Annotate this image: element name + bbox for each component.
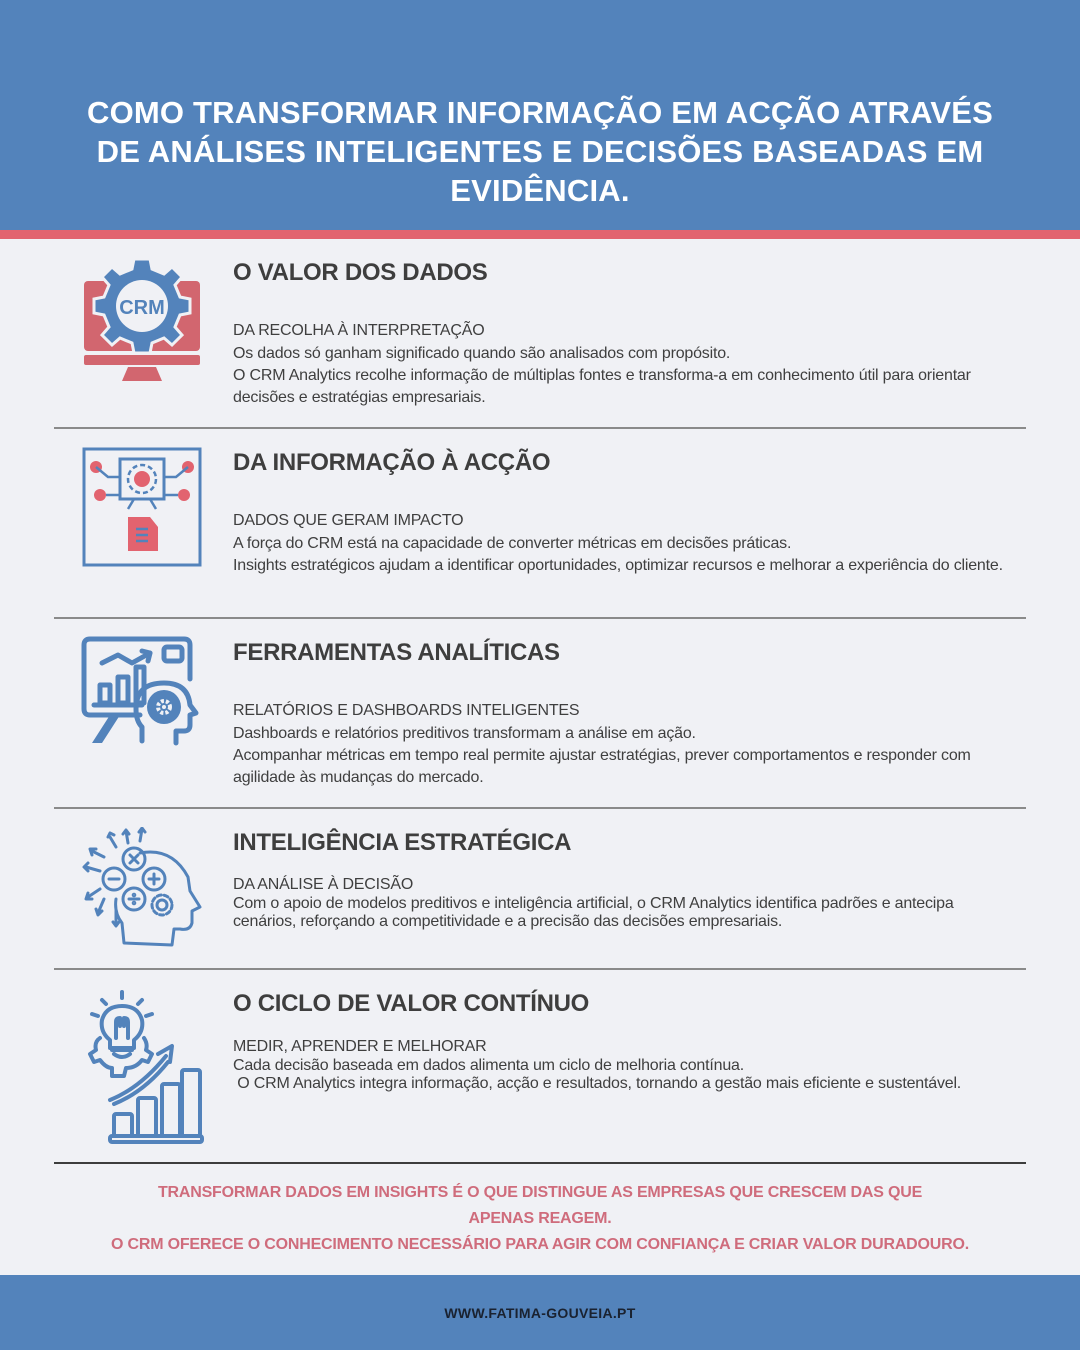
body-line: Insights estratégicos ajudam a identificar oportunidades, optimizar recursos e melhorar a experiência do cliente. <box>233 557 1003 574</box>
body-line: O CRM Analytics integra informação, acção e resultados, tornando a gestão mais eficiente e sustentável. <box>233 1075 962 1092</box>
section-body <box>233 533 1013 577</box>
accent-bar <box>0 230 1080 239</box>
closing-line-2: APENAS REAGEM. <box>468 1210 612 1227</box>
section-valor-dos-dados <box>54 239 1026 429</box>
divider <box>54 1162 1026 1164</box>
lightbulb-growth-chart-icon <box>80 988 204 1148</box>
section-ferramentas-analiticas <box>54 619 1026 809</box>
header-banner <box>0 0 1080 230</box>
section-body <box>233 723 1013 789</box>
section-body <box>233 895 1013 931</box>
section-subtitle: MEDIR, APRENDER E MELHORAR <box>233 1038 487 1055</box>
closing-statement <box>60 1180 1020 1258</box>
section-body <box>233 343 1013 409</box>
section-subtitle: RELATÓRIOS E DASHBOARDS INTELIGENTES <box>233 702 580 719</box>
section-title: O VALOR DOS DADOS <box>233 259 488 286</box>
section-title: DA INFORMAÇÃO À ACÇÃO <box>233 449 551 476</box>
section-body <box>233 1057 1013 1093</box>
section-ciclo-valor-continuo <box>54 970 1026 1165</box>
section-subtitle: DA ANÁLISE À DECISÃO <box>233 876 414 893</box>
crm-gear-monitor-icon <box>80 257 204 381</box>
network-gear-document-icon <box>82 447 202 567</box>
body-line: Cada decisão baseada em dados alimenta um ciclo de melhoria contínua. <box>233 1057 744 1074</box>
body-line: Com o apoio de modelos preditivos e inteligência artificial, o CRM Analytics identifica padrões e antecipa cenários, reforçando a competitividade e a precisão das decisões empresariais. <box>233 895 954 930</box>
section-subtitle: DA RECOLHA À INTERPRETAÇÃO <box>233 322 485 339</box>
analytics-dashboard-head-icon <box>80 635 204 749</box>
body-line: Os dados só ganham significado quando são analisados com propósito. <box>233 345 731 362</box>
section-subtitle: DADOS QUE GERAM IMPACTO <box>233 512 464 529</box>
section-title: O CICLO DE VALOR CONTÍNUO <box>233 990 590 1017</box>
website-link[interactable]: WWW.FATIMA-GOUVEIA.PT <box>444 1304 636 1321</box>
page-title: COMO TRANSFORMAR INFORMAÇÃO EM ACÇÃO ATRAVÉS DE ANÁLISES INTELIGENTES E DECISÕES BASEADAS EM EVIDÊNCIA. <box>86 95 994 208</box>
section-title: FERRAMENTAS ANALÍTICAS <box>233 639 560 666</box>
section-title: INTELIGÊNCIA ESTRATÉGICA <box>233 829 572 856</box>
closing-line-1: TRANSFORMAR DADOS EM INSIGHTS É O QUE DISTINGUE AS EMPRESAS QUE CRESCEM DAS QUE <box>157 1184 923 1201</box>
body-line: A força do CRM está na capacidade de converter métricas em decisões práticas. <box>233 535 792 552</box>
footer-banner <box>0 1275 1080 1350</box>
section-inteligencia-estrategica <box>54 809 1026 969</box>
svg-text:CRM: CRM <box>119 297 165 319</box>
brain-math-head-icon <box>80 827 204 951</box>
body-line: O CRM Analytics recolhe informação de múltiplas fontes e transforma-a em conhecimento útil para orientar decisões e estratégias empresariais. <box>233 367 971 406</box>
section-informacao-accao <box>54 429 1026 619</box>
body-line: Acompanhar métricas em tempo real permite ajustar estratégias, prever comportamentos e responder com agilidade às mudanças do mercado. <box>233 747 971 786</box>
body-line: Dashboards e relatórios preditivos transformam a análise em ação. <box>233 725 696 742</box>
closing-line-3: O CRM OFERECE O CONHECIMENTO NECESSÁRIO PARA AGIR COM CONFIANÇA E CRIAR VALOR DURADOURO. <box>111 1236 969 1253</box>
